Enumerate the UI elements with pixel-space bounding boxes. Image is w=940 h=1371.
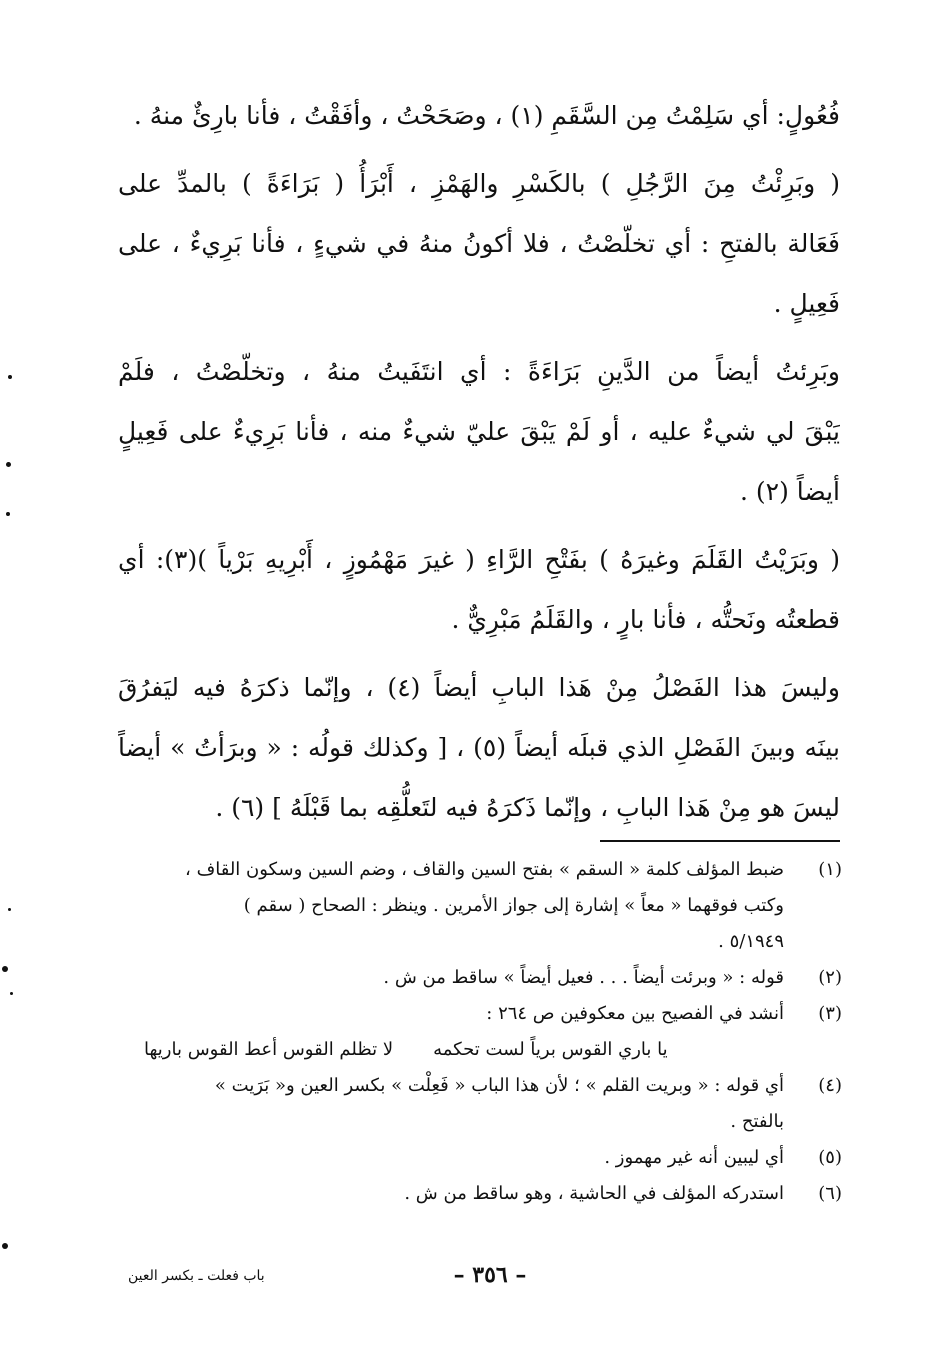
footnote-text (120, 1140, 784, 1176)
verse (144, 1032, 842, 1068)
scan-speck (2, 1243, 8, 1249)
scan-speck (6, 512, 10, 516)
paragraph (118, 342, 840, 522)
scan-speck (6, 462, 11, 467)
footnotes (120, 852, 842, 1212)
text-line: فُعُولٍ: أي سَلِمْتُ مِن السَّقَمِ (١) ، وصَحَحْتُ ، وأفَقْتُ ، فأنا بارِئٌ منهُ . (133, 101, 840, 130)
text-line: وبَرِئتُ أيضاً من الدَّينِ بَرَاءَةً : أي انتَفَيتُ منهُ ، وتخلّصْتُ ، فلَمْ (118, 357, 840, 386)
footnote (120, 1140, 842, 1176)
scan-speck (10, 992, 13, 995)
footnote-line: قوله : « وبرئت أيضاً . . . فعيل أيضاً » ساقط من ش . (383, 967, 784, 988)
footnote-number: (٦) (818, 1183, 842, 1204)
paragraph (118, 658, 840, 838)
footnote-text (120, 1068, 784, 1140)
footnote-number: (١) (818, 859, 842, 880)
footnote-text (120, 1176, 784, 1212)
page-footer (0, 1264, 940, 1294)
text-line: أيضاً (٢) . (740, 477, 840, 506)
text-line: وليسَ هذا الفَصْلُ مِنْ هَذا البابِ أيضاً (٤) ، وإنّما ذكرَهُ فيه ليَفرُقَ (118, 673, 840, 702)
footnote-number: (٣) (818, 1003, 842, 1024)
main-text (118, 86, 840, 838)
footnote-line: بالفتح . (730, 1111, 784, 1132)
footnote-divider (600, 840, 840, 842)
running-title: باب فعلت ـ بكسر العين (128, 1268, 265, 1284)
footnote-number: (٤) (818, 1075, 842, 1096)
footnote (120, 960, 842, 996)
scan-speck (8, 375, 12, 379)
paragraph (118, 154, 840, 334)
verse-first-hemistich: يا باري القوس برياً لست تحكمه (433, 1039, 668, 1060)
footnote (120, 1068, 842, 1140)
text-line: ( وبَرِئْتُ مِنَ الرَّجُلِ ) بالكَسْرِ والهَمْزِ ، أَبْرَأُ ( بَرَاءَةً ) بالمدِّ على (118, 169, 840, 198)
footnote-line: أي ليبين أنه غير مهموز . (604, 1147, 784, 1168)
text-line: يَبْقَ لي شيءٌ عليه ، أو لَمْ يَبْقَ عليّ شيءٌ منه ، فأنا بَرِيءٌ على فَعِيلٍ (118, 417, 840, 446)
scan-speck (2, 966, 8, 972)
verse-second-hemistich: لا تظلم القوس أعط القوس باريها (144, 1039, 394, 1060)
footnote-text (120, 996, 784, 1032)
text-line: ( وبَرَيْتُ القَلَمَ وغيرَهُ ) بفَتْحِ الرَّاءِ ( غيرَ مَهْمُوزٍ ، أَبْرِيهِ بَرْياً )(٣): أي (118, 545, 840, 574)
footnote-text (120, 960, 784, 996)
text-line: ليسَ هو مِنْ هَذا البابِ ، وإنّما ذَكرَهُ فيه لتَعلُّقِه بما قَبْلَهُ ] (٦) . (215, 793, 840, 822)
text-line: قطعتُه ونَحتُّه ، فأنا بارٍ ، والقَلَمُ مَبْرِيٌّ . (451, 605, 840, 634)
paragraph (118, 530, 840, 650)
text-line: فَعَالة بالفتحِ : أي تخلّصْتُ ، فلا أكونُ منهُ في شيءٍ ، فأنا بَرِيءٌ ، على (118, 229, 840, 258)
footnote-number: (٥) (818, 1147, 842, 1168)
text-line: بينَه وبينَ الفَصْلِ الذي قبلَه أيضاً (٥) ، [ وكذلك قولُه : « وبرَأتُ » أيضاً (118, 733, 840, 762)
footnote-line: ضبط المؤلف كلمة « السقم » بفتح السين والقاف ، وضم السين وسكون القاف ، (185, 859, 784, 880)
footnote (120, 996, 842, 1032)
scan-speck (8, 908, 11, 911)
paragraph (118, 86, 840, 146)
footnote (120, 852, 842, 960)
footnote (120, 1176, 842, 1212)
footnote-line: وكتب فوقهما « معاً » إشارة إلى جواز الأمرين . وينظر : الصحاح ( سقم ) (243, 895, 784, 916)
footnote-number: (٢) (818, 967, 842, 988)
footnote-line: أي قوله : « وبريت القلم » ؛ لأن هذا الباب « فَعِلْت » بكسر العين و« بَرَيت » (214, 1075, 784, 1096)
footnote-line: ٥/١٩٤٩ . (718, 931, 784, 952)
page-number: – ٣٥٦ – (453, 1262, 527, 1288)
footnote-line: استدركه المؤلف في الحاشية ، وهو ساقط من ش . (404, 1183, 784, 1204)
text-line: فَعِيلٍ . (773, 289, 840, 318)
footnote-text (120, 852, 784, 960)
footnote-line: أنشد في الفصيح بين معكوفين ص ٢٦٤ : (486, 1003, 784, 1024)
